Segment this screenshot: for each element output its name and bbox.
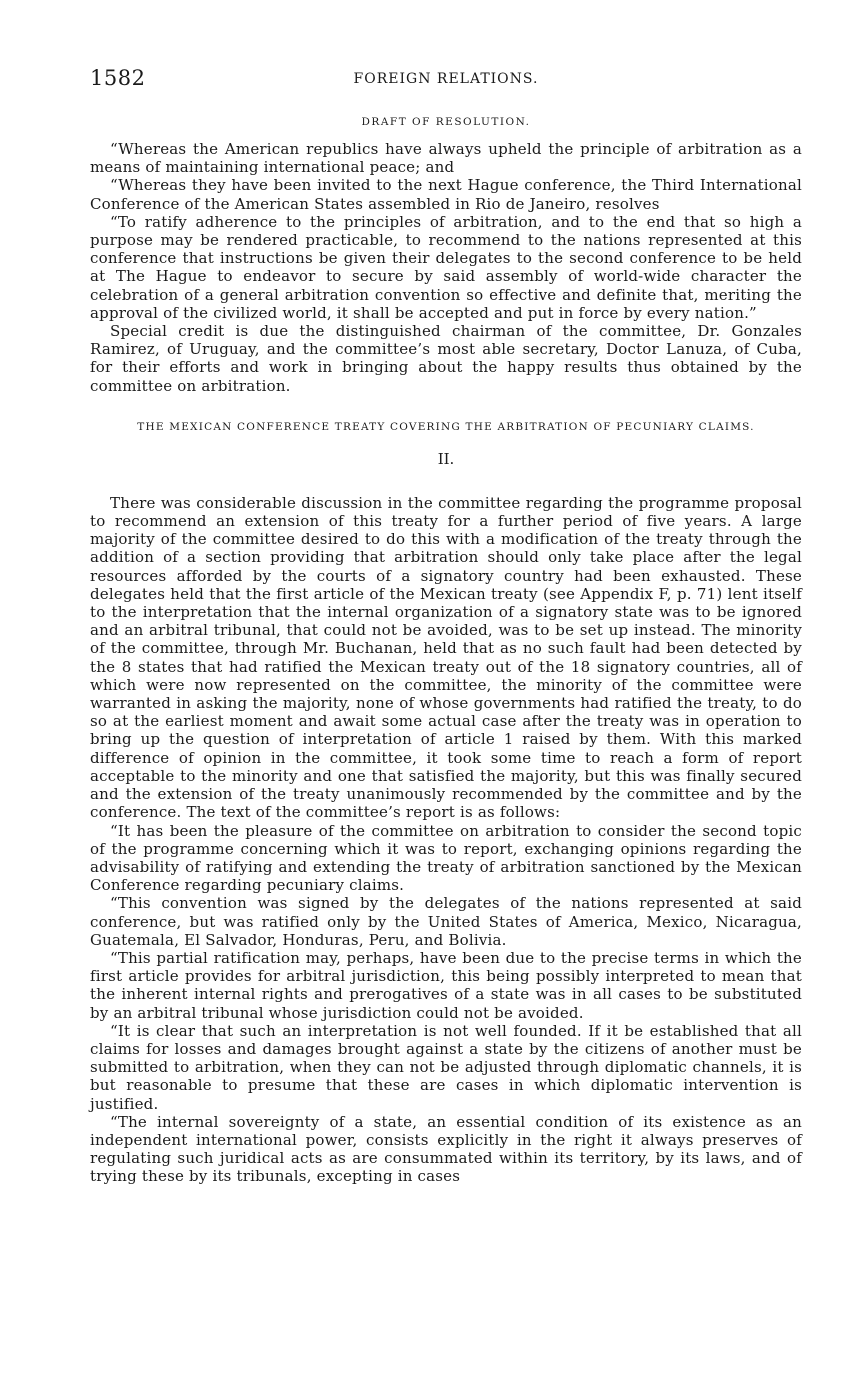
mexican-treaty-title: THE MEXICAN CONFERENCE TREATY COVERING THE ARBITRATION OF PECUNIARY CLAIMS. bbox=[137, 420, 755, 433]
mexican-treaty-body bbox=[90, 494, 802, 1186]
paragraph: “It has been the pleasure of the committee on arbitration to consider the second topic of the programme concerning which it was to report, exchanging opinions regarding the advisability of ratifying and extending the treaty of arbitration sanctioned by the Mexican Conference regarding pecuniary claims. bbox=[90, 821, 802, 895]
running-head bbox=[90, 66, 802, 96]
document-page bbox=[90, 66, 802, 1186]
paragraph: “This partial ratification may, perhaps, have been due to the precise terms in which the first article provides for arbitral jurisdiction, this being possibly interpreted to mean that the inherent internal rights and prerogatives of a state was in all cases to be substituted by an arbitral tribunal whose jurisdiction could not be avoided. bbox=[90, 948, 802, 1022]
paragraph: “Whereas the American republics have always upheld the principle of arbitration as a means of maintaining international peace; and bbox=[90, 140, 802, 177]
running-title: FOREIGN RELATIONS. bbox=[353, 71, 539, 87]
part-number: II. bbox=[437, 449, 455, 468]
draft-resolution-body bbox=[90, 140, 802, 395]
draft-resolution-title: DRAFT OF RESOLUTION. bbox=[361, 116, 531, 128]
paragraph: “The internal sovereignty of a state, an essential condition of its existence as an independent international power, consists explicitly in the right it always preserves of regulating such juridical acts as are consummated within its territory, by its laws, and of trying these by its tribunals, excepting in cases bbox=[90, 1112, 802, 1186]
paragraph: “It is clear that such an interpretation is not well founded. If it be established that all claims for losses and damages brought against a state by the citizens of another must be submitted to arbitration, when they can not be adjusted through diplomatic channels, it is but reasonable to presume that these are cases in which diplomatic intervention is justified. bbox=[90, 1021, 802, 1113]
page-number: 1582 bbox=[90, 66, 146, 90]
paragraph: “This convention was signed by the delegates of the nations represented at said conference, but was ratified only by the United States of America, Mexico, Nicaragua, Guatemala, El Salvador, Honduras, Peru, and Bolivia. bbox=[90, 894, 802, 949]
paragraph: Special credit is due the distinguished chairman of the committee, Dr. Gonzales Ramirez, of Uruguay, and the committee’s most able secretary, Doctor Lanuza, of Cuba, for their efforts and work in bringing about the happy results thus obtained by the committee on arbitration. bbox=[90, 322, 802, 395]
paragraph: “Whereas they have been invited to the next Hague conference, the Third International Conference of the American States assembled in Rio de Janeiro, resolves bbox=[90, 176, 802, 213]
paragraph: “To ratify adherence to the principles of arbitration, and to the end that so high a purpose may be rendered practicable, to recommend to the nations represented at this conference that instructions be given their delegates to the second conference to be held at The Hague to endeavor to secure by said assembly of world-wide character the celebration of a general arbitration convention so effective and definite that, meriting the approval of the civilized world, it shall be accepted and put in force by every nation.” bbox=[90, 212, 802, 322]
paragraph: There was considerable discussion in the committee regarding the programme proposal to recommend an extension of this treaty for a further period of five years. A large majority of the committee desired to do this with a modification of the treaty through the addition of a section providing that arbitration should only take place after the legal resources afforded by the courts of a signatory country had been exhausted. These delegates held that the first article of the Mexican treaty (see Appendix F, p. 71) lent itself to the interpretation that the internal organization of a signatory state was to be ignored and an arbitral tribunal, that could not be avoided, was to be set up instead. The minority of the committee, through Mr. Buchanan, held that as no such fault had been detected by the 8 states that had ratified the Mexican treaty out of the 18 signatory countries, all of which were now represented on the committee, the minority of the committee were warranted in asking the majority, none of whose governments had ratified the treaty, to do so at the earliest moment and await some actual case after the treaty was in operation to bring up the question of interpretation of article 1 raised by them. With this marked difference of opinion in the committee, it took some time to reach a form of report acceptable to the minority and one that satisfied the majority, but this was finally secured and the extension of the treaty unanimously recommended by the committee and by the conference. The text of the committee’s report is as follows: bbox=[90, 493, 802, 822]
